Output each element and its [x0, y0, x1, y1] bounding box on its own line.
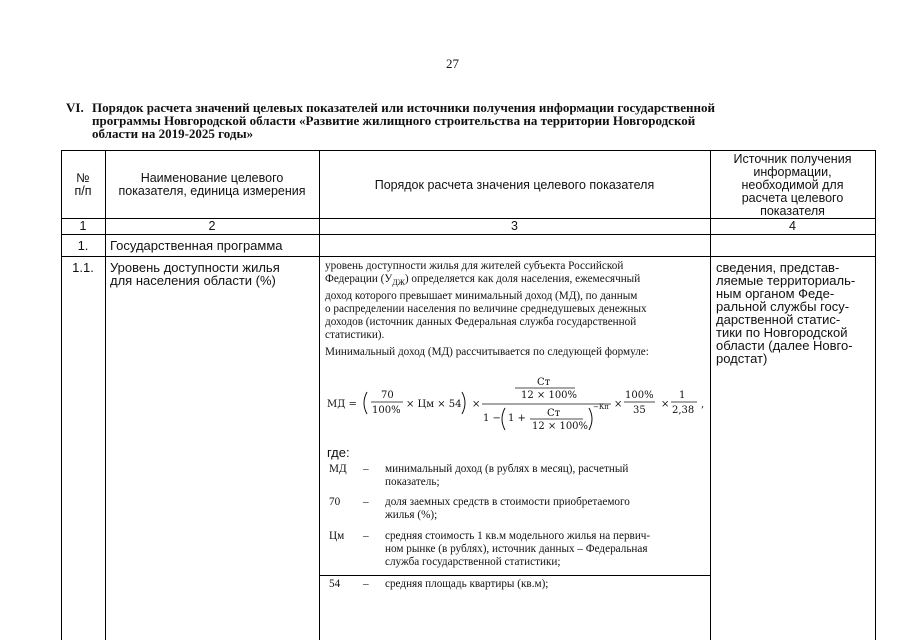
formula-b-den2: 12 × 100%	[532, 421, 589, 432]
formula-st2: Ст	[547, 408, 561, 419]
header-col3: Порядок расчета значения целевого показателя	[374, 178, 655, 192]
formula-intro: Минимальный доход (МД) рассчитывается по следующей формуле:	[325, 346, 649, 359]
section-number: VI.	[66, 100, 84, 115]
def-symbol: 54	[329, 578, 341, 590]
group-row-title: Государственная программа	[110, 238, 283, 253]
formula-b-den: 12 × 100%	[521, 390, 578, 401]
header-col4-l2: информации,	[753, 165, 832, 179]
formula-a-den: 100%	[372, 405, 401, 416]
calc-line-2: Федерации $(У_{ДЖ})$ определяется как доля населения, ежемесячный	[325, 273, 641, 288]
header-col1	[61, 172, 105, 198]
colnum-3: 3	[511, 219, 518, 233]
source-line: ральной службы госу-	[716, 299, 850, 314]
formula-comma: ,	[701, 399, 705, 410]
formula-exp: −Кп	[593, 403, 609, 411]
group-row-num: 1.	[77, 238, 89, 253]
source-line: тики по Новгородской	[716, 325, 848, 340]
indicator-table	[61, 150, 876, 640]
source-line: сведения, представ-	[716, 260, 840, 275]
formula-a-num: 70	[381, 390, 394, 401]
indicator-name-l2: для населения области (%)	[110, 273, 276, 288]
calc-description	[325, 260, 705, 360]
formula-d-den: 2,38	[672, 405, 695, 416]
source-line: ным органом Феде-	[716, 286, 835, 301]
page-number: 27	[446, 56, 459, 71]
group-row-line-right	[710, 256, 876, 257]
colnum-1: 1	[79, 219, 87, 233]
header-col2	[105, 172, 319, 198]
def-symbol: МД	[329, 463, 347, 475]
indicator-name-l1: Уровень доступности жилья	[110, 260, 280, 275]
row-num: 1.1.	[72, 260, 94, 275]
calc-line-5: доходов (источник данных Федеральная служба государственной	[325, 316, 637, 329]
header-col1-l2: п/п	[74, 184, 92, 198]
formula-lhs: МД =	[327, 399, 357, 410]
def-text: средняя площадь квартиры (кв.м);	[385, 578, 549, 590]
where-label: где:	[327, 445, 350, 460]
formula-c-num: 100%	[625, 390, 654, 401]
header-col1-l1: №	[76, 171, 90, 185]
formula-one-plus: 1 +	[508, 413, 526, 424]
formula-c-den: 35	[633, 405, 646, 416]
definition-row	[329, 496, 699, 526]
def-dash: –	[363, 530, 369, 542]
def-text: минимальный доход (в рублях в месяц), расчетный показатель;	[385, 463, 629, 488]
definition-row	[329, 530, 699, 572]
heading-text-1: Порядок расчета значений целевых показателей или источники получения информации государственной	[92, 100, 715, 115]
heading-line-2: программы Новгородской области «Развитие жилищного строительства на территории Новгородской	[92, 113, 696, 128]
colnum-bottom-line	[61, 234, 876, 235]
definition-row	[329, 578, 699, 594]
formula-st: Ст	[537, 377, 551, 388]
def-symbol: Цм	[329, 530, 345, 542]
def-text: доля заемных средств в стоимости приобретаемого жилья (%);	[385, 496, 630, 521]
calc-line-4: о распределении населения по величине среднедушевых денежных	[325, 302, 647, 315]
header-col2-l1: Наименование целевого	[140, 171, 284, 185]
formula-one-minus: 1 −	[483, 413, 501, 424]
table-border-top	[61, 150, 876, 151]
source-line: области (далее Новго-	[716, 338, 853, 353]
def-dash: –	[363, 578, 369, 590]
formula-times-3: ×	[661, 399, 670, 410]
table-border-right	[875, 150, 876, 640]
def-dash: –	[363, 463, 369, 475]
formula-d-num: 1	[679, 390, 686, 401]
header-col4-l4: расчета целевого	[741, 191, 844, 205]
group-row-line-mid	[319, 256, 711, 257]
col-divider-3-lower	[710, 234, 711, 640]
calc-line-6: статистики).	[325, 329, 385, 342]
header-col4	[710, 153, 875, 218]
def-symbol: 70	[329, 496, 341, 508]
header-col4-l1: Источник получения	[733, 152, 852, 166]
formula-times-2: ×	[614, 399, 623, 410]
header-bottom-line	[61, 218, 876, 219]
header-col4-l3: необходимой для	[741, 178, 844, 192]
definition-divider	[319, 575, 711, 576]
info-source	[716, 261, 874, 365]
def-text: средняя стоимость 1 кв.м модельного жилья на первич- ном рынке (в рублях), источник данных – Федеральная служба государственной статистики;	[385, 530, 651, 568]
source-line: ляемые территориаль-	[716, 273, 856, 288]
heading-line-3: области на 2019-2025 годы»	[92, 126, 254, 141]
min-income-formula	[325, 376, 715, 436]
definition-row	[329, 463, 699, 493]
calc-line-3: доход которого превышает минимальный доход (МД), по данным	[325, 289, 638, 302]
header-col2-l2: показателя, единица измерения	[118, 184, 306, 198]
formula-a-tail: × Цм × 54	[406, 399, 462, 410]
group-row-line-left	[61, 256, 319, 257]
colnum-4: 4	[789, 219, 796, 233]
source-line: родстат)	[716, 351, 768, 366]
calc-line-1: уровень доступности жилья для жителей субъекта Российской	[325, 260, 624, 272]
formula-times-1: ×	[472, 399, 481, 410]
colnum-2: 2	[208, 219, 216, 233]
section-heading	[66, 101, 826, 140]
header-col4-l5: показателя	[760, 204, 825, 218]
indicator-name	[110, 261, 315, 287]
source-line: дарственной статис-	[716, 312, 841, 327]
def-dash: –	[363, 496, 369, 508]
